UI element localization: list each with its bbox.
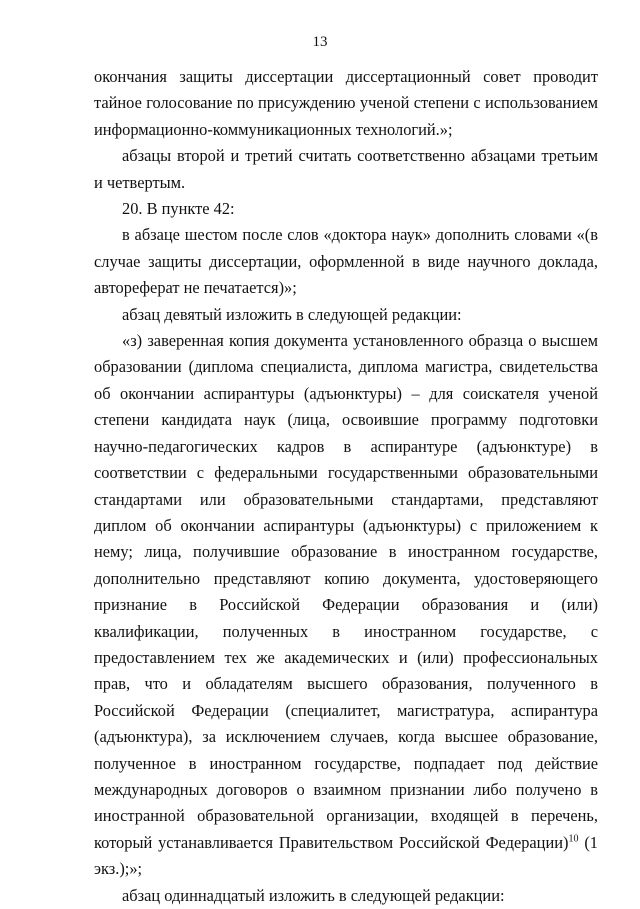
footnote-marker: 10 <box>568 833 579 845</box>
document-body <box>94 64 598 909</box>
paragraph-continuation: окончания защиты диссертации диссертационный совет проводит тайное голосование по присуждению ученой степени с использованием информационно-коммуникационных технологий.»; <box>94 67 598 139</box>
paragraph-item-z <box>94 328 598 883</box>
paragraph-item-20: 20. В пункте 42: <box>122 199 235 219</box>
paragraph-ninth-intro: абзац девятый изложить в следующей редакции: <box>122 304 462 324</box>
paragraph-sixth-amendment: в абзаце шестом после слов «доктора наук» дополнить словами «(в случае защиты диссертации, оформленной в виде научного доклада, автореферат не печатается)»; <box>94 225 598 298</box>
page-number: 13 <box>312 34 328 50</box>
item-z-tail: (1 экз.);»; <box>94 832 598 879</box>
item-z-text: «з) заверенная копия документа установленного образца о высшем образовании (диплома специалиста, диплома магистра, свидетельства об окончании аспирантуры (адъюнктуры) – для соискателя ученой степени кандидата наук (лица, освоившие программу подготовки научно-педагогических кадров в аспирантуре (адъюнктуре) в соответствии с федеральными государственными образовательными стандартами или образовательными стандартами, представляют диплом об окончании аспирантуры (адъюнктуры) с приложением к нему; лица, получившие образование в иностранном государстве, дополнительно представляют копию документа, удостоверяющего признание в Российской Федерации образования и (или) квалификации, полученных в иностранном государстве, с предоставлением тех же академических и (или) профессиональных прав, что и обладателям высшего образования, полученного в Российской Федерации (специалитет, магистратура, аспирантура (адъюнктура), за исключением случаев, когда высшее образование, полученное в иностранном государстве, подпадает под действие международных договоров о взаимном признании либо получено в иностранной образовательной организации, входящей в перечень, который устанавливается Правительством Российской Федерации) <box>94 331 598 852</box>
paragraph-renumbering: абзацы второй и третий считать соответственно абзацами третьим и четвертым. <box>94 146 598 192</box>
paragraph-eleventh-intro: абзац одиннадцатый изложить в следующей редакции: <box>122 885 505 905</box>
